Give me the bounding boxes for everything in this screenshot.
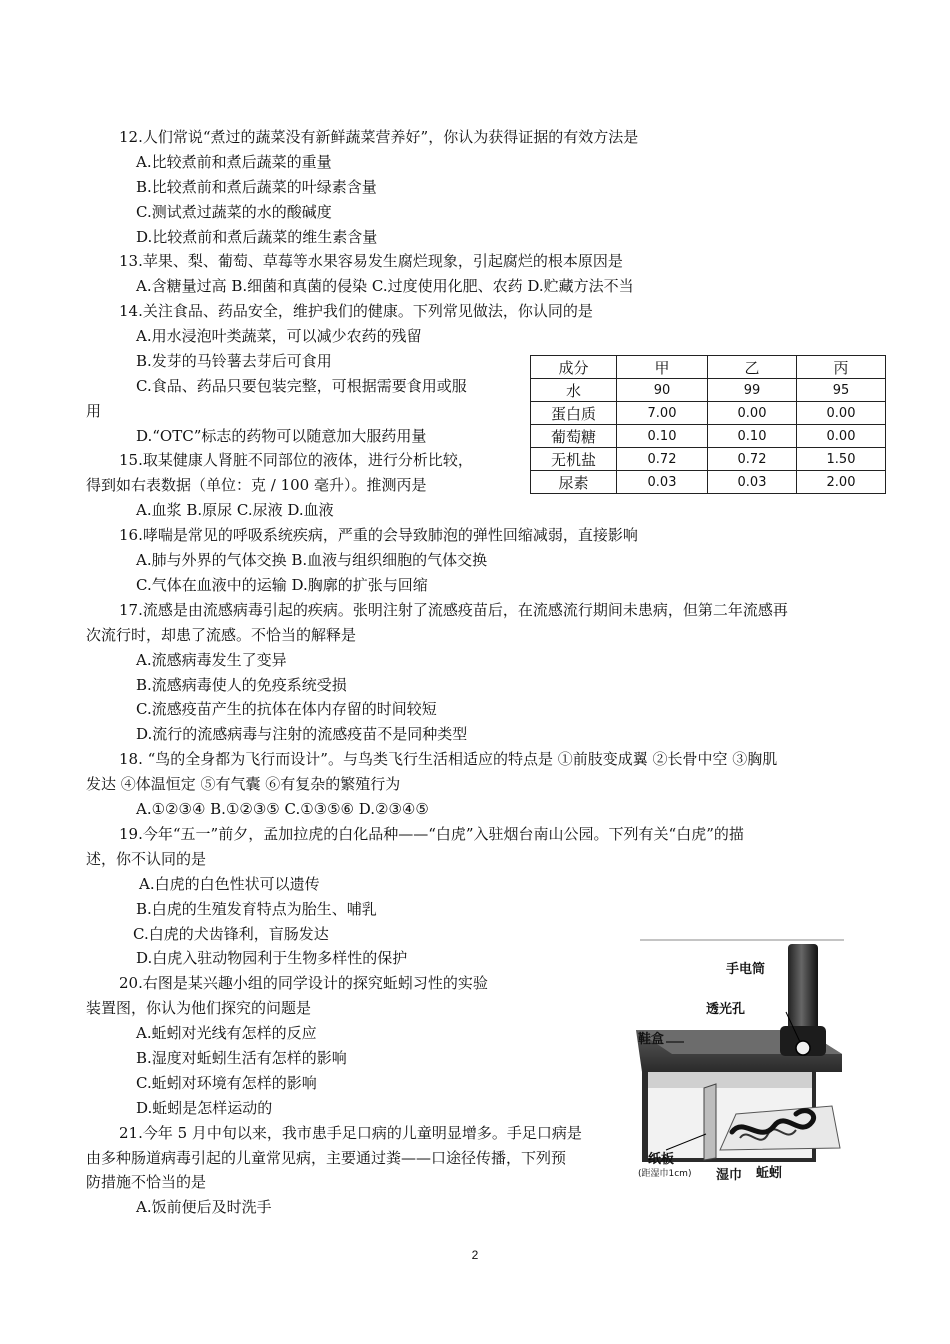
table-row (531, 425, 886, 448)
q17-option-c: C.流感疫苗产生的抗体在体内存留的时间较短 (136, 700, 437, 718)
wet-towel-label: 湿巾 (716, 1168, 743, 1183)
q16-options-cd: C.气体在血液中的运输 D.胸廓的扩张与回缩 (136, 576, 428, 594)
q12-option-d: D.比较煮前和煮后蔬菜的维生素含量 (136, 228, 378, 246)
q13-options: A.含糖量过高 B.细菌和真菌的侵染 C.过度使用化肥、农药 D.贮藏方法不当 (136, 277, 634, 295)
q16-stem: 16.哮喘是常见的呼吸系统疾病，严重的会导致肺泡的弹性回缩减弱，直接影响 (119, 526, 638, 544)
q12-option-b: B.比较煮前和煮后蔬菜的叶绿素含量 (136, 178, 377, 196)
table-cell: 90 (617, 379, 708, 402)
q14-option-d: D.“OTC”标志的药物可以随意加大服药用量 (136, 427, 427, 445)
q15-stem: 15.取某健康人肾脏不同部位的液体，进行分析比较， (119, 451, 473, 469)
q17-stem: 17.流感是由流感病毒引起的疾病。张明注射了流感疫苗后，在流感流行期间未患病，但第二年流感再 (119, 601, 788, 619)
q14-stem: 14.关注食品、药品安全，维护我们的健康。下列常见做法，你认同的是 (119, 302, 593, 320)
q19-option-a: A.白虎的白色性状可以遗传 (139, 875, 320, 893)
q18-stem-cont: 发达 ④体温恒定 ⑤有气囊 ⑥有复杂的繁殖行为 (86, 775, 401, 793)
table-cell: 0.03 (617, 471, 708, 494)
kidney-fluid-table (530, 355, 886, 494)
table-row (531, 471, 886, 494)
table-cell: 0.10 (617, 425, 708, 448)
table-row (531, 379, 886, 402)
shoebox-label: 鞋盒 (638, 1032, 665, 1047)
table-cell: 葡萄糖 (531, 425, 617, 448)
q17-stem-cont: 次流行时，却患了流感。不恰当的解释是 (86, 626, 357, 644)
table-cell: 7.00 (617, 402, 708, 425)
q21-option-a: A.饭前便后及时洗手 (136, 1198, 272, 1216)
table-cell: 0.00 (797, 425, 886, 448)
q20-option-c: C.蚯蚓对环境有怎样的影响 (136, 1074, 317, 1092)
table-header-cell: 甲 (617, 356, 708, 379)
q20-option-d: D.蚯蚓是怎样运动的 (136, 1099, 273, 1117)
q20-option-b: B.湿度对蚯蚓生活有怎样的影响 (136, 1049, 347, 1067)
q21-stem: 21.今年 5 月中旬以来，我市患手足口病的儿童明显增多。手足口病是 (119, 1124, 582, 1142)
table-cell: 无机盐 (531, 448, 617, 471)
table-cell: 0.10 (708, 425, 797, 448)
table-header-cell: 乙 (708, 356, 797, 379)
q13-stem: 13.苹果、梨、葡萄、草莓等水果容易发生腐烂现象，引起腐烂的根本原因是 (119, 252, 623, 270)
light-hole-label: 透光孔 (706, 1002, 746, 1017)
q15-stem-cont: 得到如右表数据（单位：克 / 100 毫升）。推测丙是 (86, 476, 427, 494)
table-cell: 1.50 (797, 448, 886, 471)
table-cell: 0.03 (708, 471, 797, 494)
table-cell: 0.00 (708, 402, 797, 425)
q14-option-b: B.发芽的马铃薯去芽后可食用 (136, 352, 332, 370)
table-cell: 0.72 (708, 448, 797, 471)
table-header-row (531, 356, 886, 379)
q19-option-d: D.白虎入驻动物园利于生物多样性的保护 (136, 949, 408, 967)
q21-stem-cont2: 防措施不恰当的是 (86, 1173, 207, 1191)
table-row (531, 448, 886, 471)
q20-option-a: A.蚯蚓对光线有怎样的反应 (136, 1024, 317, 1042)
q17-option-d: D.流行的流感病毒与注射的流感疫苗不是同种类型 (136, 725, 468, 743)
table-header-cell: 成分 (531, 356, 617, 379)
q20-stem-cont: 装置图，你认为他们探究的问题是 (86, 999, 312, 1017)
cardboard-label: 纸板 (648, 1152, 675, 1167)
q14-option-c-cont: 用 (86, 402, 102, 420)
q14-option-a: A.用水浸泡叶类蔬菜，可以减少农药的残留 (136, 327, 422, 345)
table-cell: 尿素 (531, 471, 617, 494)
q17-option-b: B.流感病毒使人的免疫系统受损 (136, 676, 347, 694)
q16-options-ab: A.肺与外界的气体交换 B.血液与组织细胞的气体交换 (136, 551, 488, 569)
q21-stem-cont: 由多种肠道病毒引起的儿童常见病，主要通过粪——口途径传播，下列预 (86, 1149, 567, 1167)
cardboard-note-label: (距湿巾1cm) (638, 1169, 692, 1179)
earthworm-label: 蚯蚓 (756, 1166, 783, 1181)
q20-stem: 20.右图是某兴趣小组的同学设计的探究蚯蚓习性的实验 (119, 974, 488, 992)
table-cell: 蛋白质 (531, 402, 617, 425)
table-row (531, 402, 886, 425)
flashlight-label: 手电筒 (726, 962, 766, 977)
q12-option-a: A.比较煮前和煮后蔬菜的重量 (136, 153, 332, 171)
q19-stem-cont: 述，你不认同的是 (86, 850, 207, 868)
q18-stem: 18. “鸟的全身都为飞行而设计”。与鸟类飞行生活相适应的特点是 ①前肢变成翼 ②长骨中空 ③胸肌 (119, 750, 778, 768)
table-cell: 2.00 (797, 471, 886, 494)
q19-stem: 19.今年“五一”前夕，孟加拉虎的白化品种——“白虎”入驻烟台南山公园。下列有关“白虎”的描 (119, 825, 744, 843)
table-cell: 水 (531, 379, 617, 402)
table-cell: 0.72 (617, 448, 708, 471)
q18-options: A.①②③④ B.①②③⑤ C.①③⑤⑥ D.②③④⑤ (136, 800, 429, 818)
earthworm-experiment-figure (636, 938, 848, 1184)
table-header-cell: 丙 (797, 356, 886, 379)
page-number: 2 (471, 1248, 479, 1262)
q17-option-a: A.流感病毒发生了变异 (136, 651, 287, 669)
q19-option-c: C.白虎的犬齿锋利，盲肠发达 (133, 925, 329, 943)
table-cell: 99 (708, 379, 797, 402)
q12-stem: 12.人们常说“煮过的蔬菜没有新鲜蔬菜营养好”，你认为获得证据的有效方法是 (119, 128, 639, 146)
q15-options: A.血浆 B.原尿 C.尿液 D.血液 (136, 501, 334, 519)
table-cell: 0.00 (797, 402, 886, 425)
q12-option-c: C.测试煮过蔬菜的水的酸碱度 (136, 203, 332, 221)
q19-option-b: B.白虎的生殖发育特点为胎生、哺乳 (136, 900, 377, 918)
q14-option-c: C.食品、药品只要包装完整，可根据需要食用或服 (136, 377, 467, 395)
table-cell: 95 (797, 379, 886, 402)
